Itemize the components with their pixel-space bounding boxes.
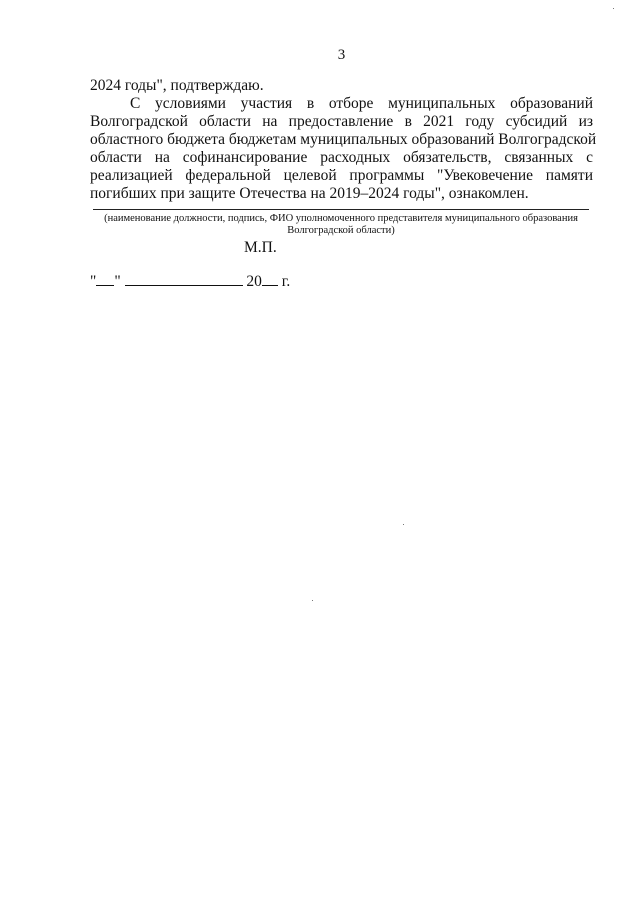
date-open-quote: ": [90, 273, 97, 290]
signature-caption-line-2: Волгоградской области): [287, 225, 395, 236]
date-row: [90, 271, 290, 291]
paragraph-line-6: реализацией федеральной целевой программы "Увековечение памяти: [90, 167, 593, 184]
scan-speck: [613, 8, 614, 9]
year-blank: [262, 271, 278, 286]
page-number: 3: [337, 47, 346, 63]
year-suffix: г.: [281, 273, 291, 290]
paragraph-line-2: С условиями участия в отборе муниципальных образований: [130, 95, 593, 112]
day-blank: [96, 271, 114, 286]
year-prefix: 20: [246, 273, 262, 290]
scan-speck: [312, 600, 313, 601]
scan-speck: [403, 524, 404, 525]
signature-caption-line-1: (наименование должности, подпись, ФИО уполномоченного представителя муниципального образования: [104, 213, 578, 224]
paragraph-line-5: области на софинансирование расходных обязательств, связанных с: [90, 149, 593, 166]
month-blank: [125, 271, 243, 286]
stamp-label: М.П.: [244, 239, 277, 256]
paragraph-line-4: областного бюджета бюджетам муниципальных образований Волгоградской: [90, 131, 597, 148]
date-close-quote: ": [114, 273, 121, 290]
signature-line: [93, 209, 589, 210]
paragraph-line-3: Волгоградской области на предоставление в 2021 году субсидий из: [90, 113, 593, 130]
paragraph-line-1: 2024 годы", подтверждаю.: [90, 77, 264, 94]
paragraph-line-7: погибших при защите Отечества на 2019–2024 годы", ознакомлен.: [90, 185, 529, 202]
